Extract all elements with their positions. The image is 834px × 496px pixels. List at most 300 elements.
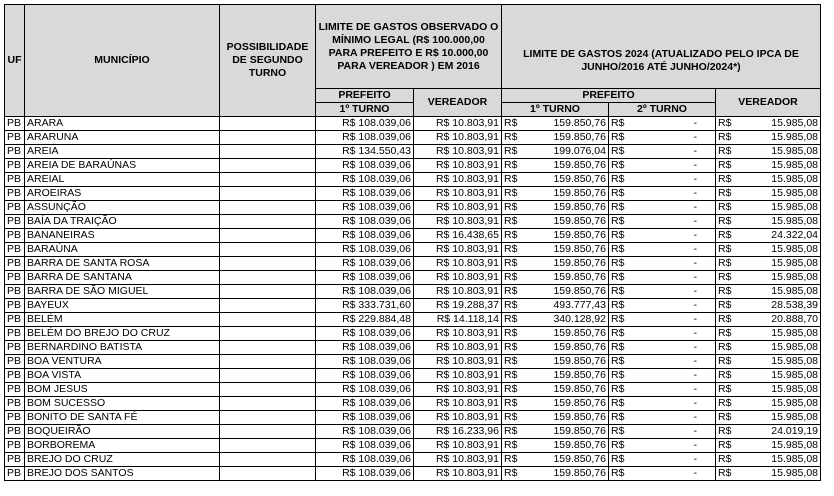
prefeito-2-turno-2024-cell: - — [629, 215, 716, 229]
uf-cell: PB — [5, 439, 25, 453]
table-body — [5, 117, 821, 481]
currency-symbol: R$ — [502, 201, 522, 215]
prefeito-2-turno-2024-cell: - — [629, 313, 716, 327]
uf-cell: PB — [5, 173, 25, 187]
segundo-turno-cell — [220, 229, 316, 243]
currency-symbol: R$ — [609, 383, 629, 397]
municipio-cell: AROEIRAS — [25, 187, 220, 201]
prefeito-2016-cell: R$ 108.039,06 — [316, 229, 414, 243]
segundo-turno-cell — [220, 313, 316, 327]
table-row — [5, 285, 821, 299]
table-row — [5, 215, 821, 229]
vereador-2016-cell: R$ 10.803,91 — [414, 369, 502, 383]
prefeito-1-turno-2024-cell: 159.850,76 — [522, 327, 609, 341]
table-row — [5, 425, 821, 439]
currency-symbol: R$ — [716, 229, 736, 243]
currency-symbol: R$ — [502, 425, 522, 439]
currency-symbol: R$ — [502, 383, 522, 397]
prefeito-2-turno-2024-cell: - — [629, 271, 716, 285]
uf-cell: PB — [5, 467, 25, 481]
currency-symbol: R$ — [609, 411, 629, 425]
currency-symbol: R$ — [609, 453, 629, 467]
table-row — [5, 453, 821, 467]
prefeito-2-turno-2024-cell: - — [629, 453, 716, 467]
vereador-2016-cell: R$ 10.803,91 — [414, 453, 502, 467]
currency-symbol: R$ — [716, 257, 736, 271]
municipio-cell: BORBOREMA — [25, 439, 220, 453]
municipio-cell: BERNARDINO BATISTA — [25, 341, 220, 355]
prefeito-2016-cell: R$ 108.039,06 — [316, 369, 414, 383]
prefeito-2-turno-2024-cell: - — [629, 439, 716, 453]
header-municipio: MUNICÍPIO — [25, 5, 220, 117]
prefeito-2-turno-2024-cell: - — [629, 173, 716, 187]
prefeito-1-turno-2024-cell: 159.850,76 — [522, 453, 609, 467]
currency-symbol: R$ — [502, 131, 522, 145]
currency-symbol: R$ — [502, 453, 522, 467]
currency-symbol: R$ — [609, 355, 629, 369]
currency-symbol: R$ — [716, 411, 736, 425]
prefeito-2-turno-2024-cell: - — [629, 117, 716, 131]
segundo-turno-cell — [220, 201, 316, 215]
municipio-cell: BONITO DE SANTA FÉ — [25, 411, 220, 425]
currency-symbol: R$ — [716, 341, 736, 355]
currency-symbol: R$ — [502, 299, 522, 313]
uf-cell: PB — [5, 383, 25, 397]
uf-cell: PB — [5, 201, 25, 215]
prefeito-2016-cell: R$ 108.039,06 — [316, 383, 414, 397]
prefeito-1-turno-2024-cell: 159.850,76 — [522, 467, 609, 481]
header-2-turno-2024: 2º TURNO — [609, 103, 716, 117]
uf-cell: PB — [5, 425, 25, 439]
prefeito-2016-cell: R$ 108.039,06 — [316, 411, 414, 425]
prefeito-2-turno-2024-cell: - — [629, 243, 716, 257]
vereador-2024-cell: 15.985,08 — [736, 271, 821, 285]
prefeito-2-turno-2024-cell: - — [629, 229, 716, 243]
currency-symbol: R$ — [716, 383, 736, 397]
prefeito-2016-cell: R$ 108.039,06 — [316, 453, 414, 467]
currency-symbol: R$ — [502, 215, 522, 229]
segundo-turno-cell — [220, 131, 316, 145]
currency-symbol: R$ — [609, 341, 629, 355]
segundo-turno-cell — [220, 187, 316, 201]
vereador-2016-cell: R$ 10.803,91 — [414, 341, 502, 355]
vereador-2016-cell: R$ 10.803,91 — [414, 285, 502, 299]
header-vereador-2024: VEREADOR — [716, 89, 821, 117]
currency-symbol: R$ — [609, 313, 629, 327]
uf-cell: PB — [5, 411, 25, 425]
currency-symbol: R$ — [502, 145, 522, 159]
currency-symbol: R$ — [716, 327, 736, 341]
prefeito-2016-cell: R$ 108.039,06 — [316, 201, 414, 215]
vereador-2016-cell: R$ 10.803,91 — [414, 327, 502, 341]
municipio-cell: BARRA DE SÃO MIGUEL — [25, 285, 220, 299]
currency-symbol: R$ — [716, 187, 736, 201]
header-1-turno-2024: 1º TURNO — [502, 103, 609, 117]
prefeito-1-turno-2024-cell: 159.850,76 — [522, 397, 609, 411]
segundo-turno-cell — [220, 397, 316, 411]
vereador-2016-cell: R$ 10.803,91 — [414, 243, 502, 257]
prefeito-2-turno-2024-cell: - — [629, 285, 716, 299]
currency-symbol: R$ — [502, 257, 522, 271]
prefeito-1-turno-2024-cell: 159.850,76 — [522, 229, 609, 243]
currency-symbol: R$ — [609, 173, 629, 187]
vereador-2024-cell: 15.985,08 — [736, 173, 821, 187]
vereador-2024-cell: 15.985,08 — [736, 145, 821, 159]
segundo-turno-cell — [220, 271, 316, 285]
currency-symbol: R$ — [609, 271, 629, 285]
municipio-cell: BELÉM — [25, 313, 220, 327]
table-row — [5, 341, 821, 355]
currency-symbol: R$ — [502, 369, 522, 383]
currency-symbol: R$ — [502, 411, 522, 425]
currency-symbol: R$ — [609, 117, 629, 131]
prefeito-1-turno-2024-cell: 159.850,76 — [522, 285, 609, 299]
currency-symbol: R$ — [609, 439, 629, 453]
header-limite-2024: LIMITE DE GASTOS 2024 (ATUALIZADO PELO IPCA DE JUNHO/2016 ATÉ JUNHO/2024*) — [502, 5, 821, 89]
currency-symbol: R$ — [716, 467, 736, 481]
prefeito-2016-cell: R$ 108.039,06 — [316, 159, 414, 173]
table-row — [5, 117, 821, 131]
prefeito-1-turno-2024-cell: 159.850,76 — [522, 117, 609, 131]
prefeito-2-turno-2024-cell: - — [629, 201, 716, 215]
currency-symbol: R$ — [502, 243, 522, 257]
vereador-2016-cell: R$ 19.288,37 — [414, 299, 502, 313]
table-row — [5, 313, 821, 327]
vereador-2016-cell: R$ 10.803,91 — [414, 355, 502, 369]
table-row — [5, 159, 821, 173]
vereador-2016-cell: R$ 16.233,96 — [414, 425, 502, 439]
currency-symbol: R$ — [716, 117, 736, 131]
vereador-2024-cell: 15.985,08 — [736, 453, 821, 467]
table-row — [5, 411, 821, 425]
currency-symbol: R$ — [716, 215, 736, 229]
prefeito-2-turno-2024-cell: - — [629, 299, 716, 313]
currency-symbol: R$ — [609, 229, 629, 243]
prefeito-2016-cell: R$ 108.039,06 — [316, 467, 414, 481]
currency-symbol: R$ — [716, 131, 736, 145]
vereador-2024-cell: 15.985,08 — [736, 243, 821, 257]
currency-symbol: R$ — [716, 201, 736, 215]
prefeito-2-turno-2024-cell: - — [629, 145, 716, 159]
table-row — [5, 299, 821, 313]
prefeito-2-turno-2024-cell: - — [629, 383, 716, 397]
currency-symbol: R$ — [609, 397, 629, 411]
prefeito-1-turno-2024-cell: 159.850,76 — [522, 215, 609, 229]
prefeito-1-turno-2024-cell: 159.850,76 — [522, 271, 609, 285]
currency-symbol: R$ — [502, 397, 522, 411]
vereador-2024-cell: 15.985,08 — [736, 355, 821, 369]
uf-cell: PB — [5, 397, 25, 411]
table-row — [5, 257, 821, 271]
segundo-turno-cell — [220, 257, 316, 271]
prefeito-1-turno-2024-cell: 159.850,76 — [522, 439, 609, 453]
header-1-turno-2016: 1º TURNO — [316, 103, 414, 117]
prefeito-1-turno-2024-cell: 159.850,76 — [522, 341, 609, 355]
currency-symbol: R$ — [502, 187, 522, 201]
currency-symbol: R$ — [609, 369, 629, 383]
vereador-2024-cell: 15.985,08 — [736, 467, 821, 481]
prefeito-2016-cell: R$ 108.039,06 — [316, 187, 414, 201]
currency-symbol: R$ — [502, 467, 522, 481]
uf-cell: PB — [5, 313, 25, 327]
municipio-cell: BOM JESUS — [25, 383, 220, 397]
municipio-cell: AREIAL — [25, 173, 220, 187]
vereador-2016-cell: R$ 16.438,65 — [414, 229, 502, 243]
table-row — [5, 467, 821, 481]
currency-symbol: R$ — [609, 201, 629, 215]
vereador-2024-cell: 15.985,08 — [736, 131, 821, 145]
municipio-cell: BARAÚNA — [25, 243, 220, 257]
prefeito-2-turno-2024-cell: - — [629, 355, 716, 369]
table-row — [5, 187, 821, 201]
table-row — [5, 173, 821, 187]
uf-cell: PB — [5, 453, 25, 467]
currency-symbol: R$ — [716, 145, 736, 159]
segundo-turno-cell — [220, 453, 316, 467]
prefeito-2016-cell: R$ 108.039,06 — [316, 173, 414, 187]
vereador-2024-cell: 20.888,70 — [736, 313, 821, 327]
vereador-2024-cell: 15.985,08 — [736, 411, 821, 425]
currency-symbol: R$ — [716, 173, 736, 187]
currency-symbol: R$ — [609, 467, 629, 481]
municipio-cell: BARRA DE SANTANA — [25, 271, 220, 285]
prefeito-1-turno-2024-cell: 159.850,76 — [522, 173, 609, 187]
currency-symbol: R$ — [502, 355, 522, 369]
vereador-2016-cell: R$ 14.118,14 — [414, 313, 502, 327]
currency-symbol: R$ — [609, 131, 629, 145]
municipio-cell: BREJO DO CRUZ — [25, 453, 220, 467]
uf-cell: PB — [5, 145, 25, 159]
spending-limits-sheet — [4, 4, 821, 481]
table-row — [5, 439, 821, 453]
vereador-2024-cell: 15.985,08 — [736, 369, 821, 383]
segundo-turno-cell — [220, 383, 316, 397]
uf-cell: PB — [5, 243, 25, 257]
prefeito-2-turno-2024-cell: - — [629, 131, 716, 145]
prefeito-2016-cell: R$ 108.039,06 — [316, 341, 414, 355]
table-row — [5, 131, 821, 145]
uf-cell: PB — [5, 299, 25, 313]
table-row — [5, 229, 821, 243]
header-segundo-turno: POSSIBILIDADE DE SEGUNDO TURNO — [220, 5, 316, 117]
segundo-turno-cell — [220, 117, 316, 131]
vereador-2024-cell: 28.538,39 — [736, 299, 821, 313]
currency-symbol: R$ — [502, 341, 522, 355]
uf-cell: PB — [5, 327, 25, 341]
vereador-2024-cell: 15.985,08 — [736, 215, 821, 229]
vereador-2024-cell: 15.985,08 — [736, 341, 821, 355]
prefeito-2016-cell: R$ 108.039,06 — [316, 131, 414, 145]
table-row — [5, 243, 821, 257]
prefeito-1-turno-2024-cell: 159.850,76 — [522, 369, 609, 383]
currency-symbol: R$ — [716, 299, 736, 313]
prefeito-2-turno-2024-cell: - — [629, 187, 716, 201]
prefeito-2016-cell: R$ 229.884,48 — [316, 313, 414, 327]
prefeito-1-turno-2024-cell: 159.850,76 — [522, 243, 609, 257]
currency-symbol: R$ — [716, 369, 736, 383]
vereador-2016-cell: R$ 10.803,91 — [414, 411, 502, 425]
currency-symbol: R$ — [716, 453, 736, 467]
currency-symbol: R$ — [716, 313, 736, 327]
prefeito-2016-cell: R$ 108.039,06 — [316, 425, 414, 439]
currency-symbol: R$ — [609, 425, 629, 439]
header-limite-2016: LIMITE DE GASTOS OBSERVADO O MÍNIMO LEGAL (R$ 100.000,00 PARA PREFEITO E R$ 10.000,00 PARA VEREADOR ) EM 2016 — [316, 5, 502, 89]
table-row — [5, 145, 821, 159]
currency-symbol: R$ — [502, 173, 522, 187]
prefeito-1-turno-2024-cell: 340.128,92 — [522, 313, 609, 327]
segundo-turno-cell — [220, 369, 316, 383]
municipio-cell: BAÍA DA TRAIÇÃO — [25, 215, 220, 229]
prefeito-1-turno-2024-cell: 159.850,76 — [522, 425, 609, 439]
prefeito-2-turno-2024-cell: - — [629, 467, 716, 481]
vereador-2016-cell: R$ 10.803,91 — [414, 145, 502, 159]
uf-cell: PB — [5, 229, 25, 243]
vereador-2016-cell: R$ 10.803,91 — [414, 383, 502, 397]
currency-symbol: R$ — [502, 439, 522, 453]
table-row — [5, 271, 821, 285]
prefeito-1-turno-2024-cell: 199.076,04 — [522, 145, 609, 159]
uf-cell: PB — [5, 215, 25, 229]
prefeito-2016-cell: R$ 108.039,06 — [316, 397, 414, 411]
vereador-2024-cell: 15.985,08 — [736, 117, 821, 131]
table-row — [5, 369, 821, 383]
prefeito-2-turno-2024-cell: - — [629, 397, 716, 411]
municipio-cell: ARARUNA — [25, 131, 220, 145]
currency-symbol: R$ — [716, 355, 736, 369]
currency-symbol: R$ — [502, 117, 522, 131]
vereador-2016-cell: R$ 10.803,91 — [414, 215, 502, 229]
segundo-turno-cell — [220, 411, 316, 425]
currency-symbol: R$ — [609, 159, 629, 173]
prefeito-2016-cell: R$ 108.039,06 — [316, 327, 414, 341]
uf-cell: PB — [5, 285, 25, 299]
header-vereador-2016: VEREADOR — [414, 89, 502, 117]
currency-symbol: R$ — [716, 439, 736, 453]
uf-cell: PB — [5, 159, 25, 173]
municipio-cell: BOA VENTURA — [25, 355, 220, 369]
prefeito-1-turno-2024-cell: 159.850,76 — [522, 411, 609, 425]
currency-symbol: R$ — [609, 285, 629, 299]
vereador-2024-cell: 15.985,08 — [736, 439, 821, 453]
prefeito-1-turno-2024-cell: 159.850,76 — [522, 131, 609, 145]
municipio-cell: ASSUNÇÃO — [25, 201, 220, 215]
municipio-cell: BOQUEIRÃO — [25, 425, 220, 439]
prefeito-2016-cell: R$ 108.039,06 — [316, 285, 414, 299]
prefeito-2-turno-2024-cell: - — [629, 327, 716, 341]
currency-symbol: R$ — [502, 159, 522, 173]
segundo-turno-cell — [220, 425, 316, 439]
vereador-2024-cell: 15.985,08 — [736, 187, 821, 201]
prefeito-2016-cell: R$ 108.039,06 — [316, 257, 414, 271]
vereador-2016-cell: R$ 10.803,91 — [414, 397, 502, 411]
segundo-turno-cell — [220, 285, 316, 299]
prefeito-2-turno-2024-cell: - — [629, 257, 716, 271]
vereador-2024-cell: 15.985,08 — [736, 159, 821, 173]
table-row — [5, 397, 821, 411]
table-row — [5, 355, 821, 369]
prefeito-1-turno-2024-cell: 159.850,76 — [522, 187, 609, 201]
municipio-cell: BELÉM DO BREJO DO CRUZ — [25, 327, 220, 341]
currency-symbol: R$ — [716, 271, 736, 285]
segundo-turno-cell — [220, 145, 316, 159]
prefeito-2-turno-2024-cell: - — [629, 369, 716, 383]
vereador-2024-cell: 15.985,08 — [736, 201, 821, 215]
vereador-2024-cell: 15.985,08 — [736, 257, 821, 271]
vereador-2016-cell: R$ 10.803,91 — [414, 467, 502, 481]
currency-symbol: R$ — [609, 257, 629, 271]
table-row — [5, 383, 821, 397]
currency-symbol: R$ — [609, 299, 629, 313]
prefeito-2-turno-2024-cell: - — [629, 425, 716, 439]
segundo-turno-cell — [220, 327, 316, 341]
uf-cell: PB — [5, 117, 25, 131]
currency-symbol: R$ — [609, 327, 629, 341]
prefeito-2016-cell: R$ 108.039,06 — [316, 355, 414, 369]
segundo-turno-cell — [220, 299, 316, 313]
municipio-cell: BOA VISTA — [25, 369, 220, 383]
prefeito-2016-cell: R$ 333.731,60 — [316, 299, 414, 313]
prefeito-2-turno-2024-cell: - — [629, 341, 716, 355]
currency-symbol: R$ — [502, 271, 522, 285]
currency-symbol: R$ — [716, 425, 736, 439]
header-prefeito-2024: PREFEITO — [502, 89, 716, 103]
currency-symbol: R$ — [502, 285, 522, 299]
prefeito-2016-cell: R$ 108.039,06 — [316, 215, 414, 229]
currency-symbol: R$ — [502, 313, 522, 327]
prefeito-2-turno-2024-cell: - — [629, 159, 716, 173]
spending-limits-table — [4, 4, 821, 481]
vereador-2016-cell: R$ 10.803,91 — [414, 201, 502, 215]
vereador-2016-cell: R$ 10.803,91 — [414, 117, 502, 131]
vereador-2016-cell: R$ 10.803,91 — [414, 439, 502, 453]
vereador-2024-cell: 24.019,19 — [736, 425, 821, 439]
uf-cell: PB — [5, 355, 25, 369]
prefeito-1-turno-2024-cell: 159.850,76 — [522, 201, 609, 215]
uf-cell: PB — [5, 271, 25, 285]
municipio-cell: BANANEIRAS — [25, 229, 220, 243]
municipio-cell: BARRA DE SANTA ROSA — [25, 257, 220, 271]
prefeito-2016-cell: R$ 108.039,06 — [316, 243, 414, 257]
prefeito-2016-cell: R$ 108.039,06 — [316, 117, 414, 131]
header-prefeito-2016: PREFEITO — [316, 89, 414, 103]
currency-symbol: R$ — [609, 215, 629, 229]
currency-symbol: R$ — [716, 397, 736, 411]
vereador-2016-cell: R$ 10.803,91 — [414, 271, 502, 285]
vereador-2024-cell: 24.322,04 — [736, 229, 821, 243]
segundo-turno-cell — [220, 439, 316, 453]
municipio-cell: ARARA — [25, 117, 220, 131]
municipio-cell: BREJO DOS SANTOS — [25, 467, 220, 481]
vereador-2016-cell: R$ 10.803,91 — [414, 131, 502, 145]
vereador-2016-cell: R$ 10.803,91 — [414, 159, 502, 173]
prefeito-2016-cell: R$ 108.039,06 — [316, 271, 414, 285]
currency-symbol: R$ — [716, 243, 736, 257]
vereador-2016-cell: R$ 10.803,91 — [414, 257, 502, 271]
segundo-turno-cell — [220, 215, 316, 229]
currency-symbol: R$ — [502, 229, 522, 243]
uf-cell: PB — [5, 369, 25, 383]
prefeito-2016-cell: R$ 108.039,06 — [316, 439, 414, 453]
segundo-turno-cell — [220, 355, 316, 369]
vereador-2024-cell: 15.985,08 — [736, 285, 821, 299]
currency-symbol: R$ — [716, 159, 736, 173]
prefeito-1-turno-2024-cell: 159.850,76 — [522, 383, 609, 397]
segundo-turno-cell — [220, 159, 316, 173]
municipio-cell: BOM SUCESSO — [25, 397, 220, 411]
vereador-2016-cell: R$ 10.803,91 — [414, 173, 502, 187]
table-row — [5, 201, 821, 215]
currency-symbol: R$ — [502, 327, 522, 341]
